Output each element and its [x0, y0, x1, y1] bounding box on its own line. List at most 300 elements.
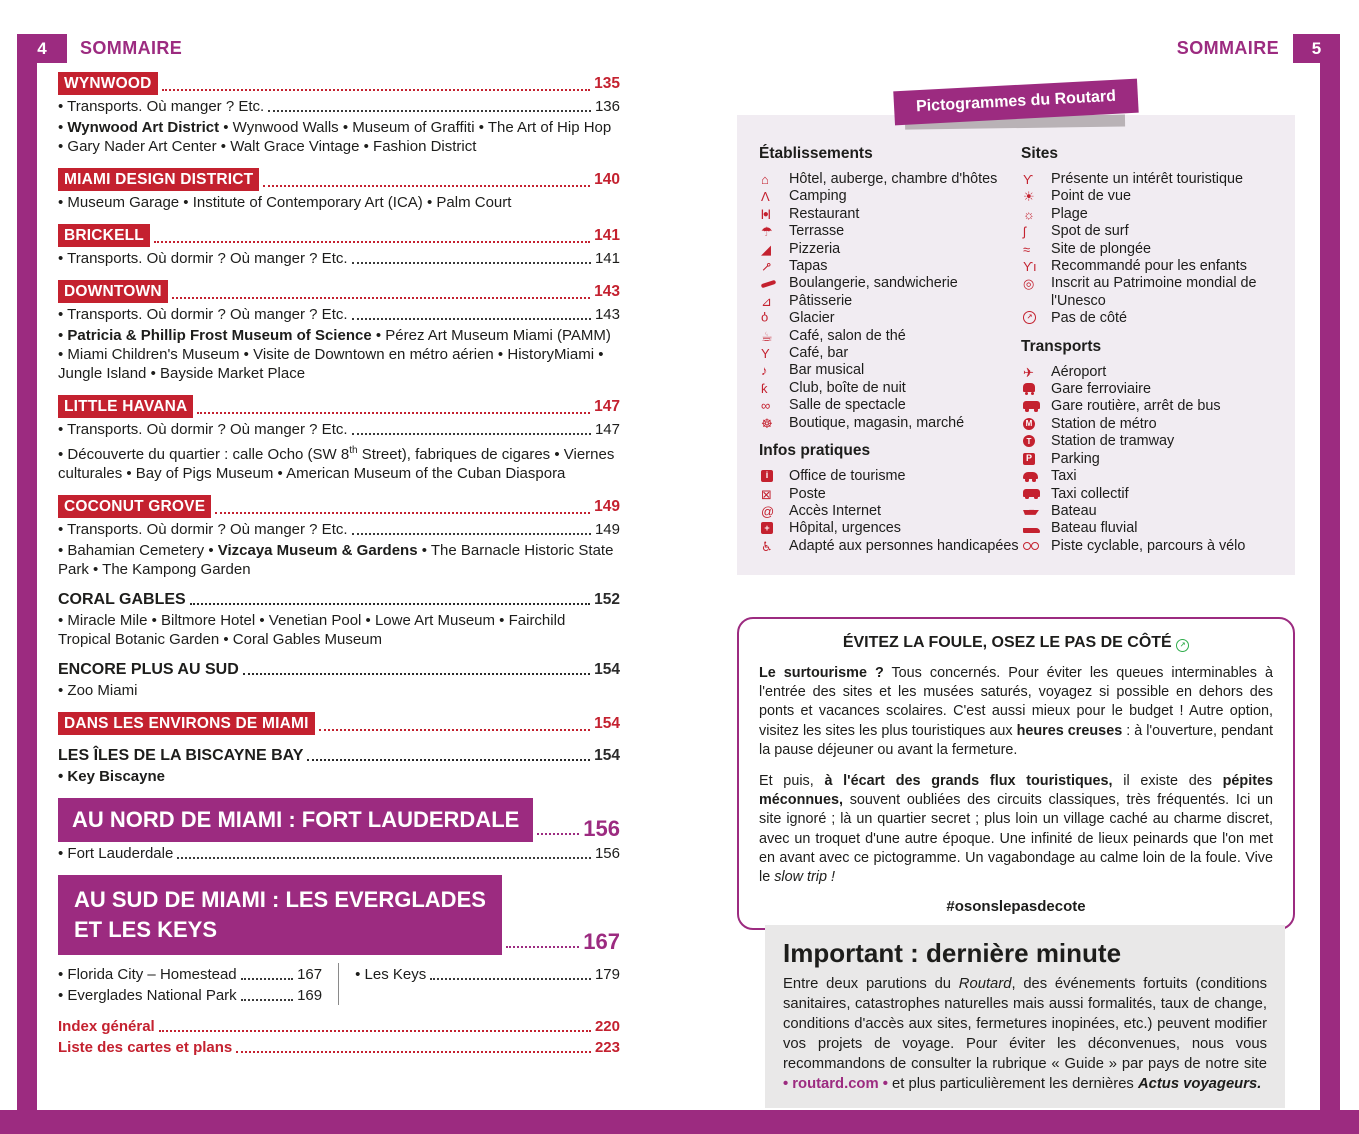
leader-dots — [352, 428, 591, 435]
pictogram-item — [759, 520, 1021, 537]
toc-section-page: 140 — [594, 171, 620, 188]
pictogram-item — [759, 258, 1021, 275]
bottom-bar — [0, 1110, 1359, 1134]
leader-dots — [154, 236, 590, 243]
text-segment: • Pérez Art Museum Miami (PAMM) • Miami Children's Museum • Visite de Downtown en métro aérien • HistoryMiami • Jungle Island • Bayside Market Place — [58, 327, 611, 382]
pictogram-item — [1021, 310, 1279, 327]
leader-dots — [243, 668, 590, 675]
pictograms-ribbon — [893, 79, 1138, 126]
toc-item-line[interactable] — [58, 1038, 620, 1057]
text-segment: Patricia & Phillip Frost Museum of Science — [67, 327, 372, 344]
toc-item-description — [58, 681, 620, 700]
pictogram-item — [1021, 520, 1279, 537]
toc-item-line[interactable] — [58, 420, 620, 439]
pictogram-item — [759, 503, 1021, 520]
pictogram-label: Bateau — [1051, 502, 1097, 519]
pictogram-label: Boutique, magasin, marché — [789, 414, 965, 431]
text-segment: • Zoo Miami — [58, 682, 138, 699]
pictogram-item — [1021, 275, 1279, 310]
left-edge-strip — [17, 62, 37, 1110]
text-segment: th — [349, 445, 358, 456]
toc-list — [58, 72, 620, 1069]
river-boat-icon — [1023, 528, 1040, 533]
pas-de-cote-icon: ↗ — [1023, 311, 1036, 324]
text-segment: Entre deux parutions du — [783, 976, 959, 992]
text-segment: il existe des — [1112, 773, 1223, 790]
toc-section-row[interactable] — [58, 875, 620, 955]
toc-entry — [58, 224, 620, 268]
toc-item-page: 223 — [594, 1039, 620, 1056]
toc-item-page: 179 — [594, 966, 620, 983]
toc-section-title: COCONUT GROVE — [58, 495, 211, 518]
text-segment: slow trip ! — [774, 869, 835, 886]
avoid-crowd-title — [759, 634, 1273, 652]
leader-dots — [537, 828, 579, 835]
toc-item-description — [58, 326, 620, 383]
leader-dots — [430, 973, 591, 980]
pictogram-item — [1021, 258, 1279, 275]
parking-icon — [1021, 451, 1051, 465]
pictogram-section — [1021, 145, 1279, 328]
pictogram-item — [1021, 223, 1279, 240]
text-segment: • Les Keys — [355, 966, 427, 983]
pictogram-item — [759, 486, 1021, 503]
avoid-crowd-box — [737, 617, 1295, 930]
toc-entry — [58, 280, 620, 383]
pictogram-label: Station de tramway — [1051, 433, 1175, 450]
toc-item-description — [58, 441, 620, 483]
text-segment: • Découverte du quartier : calle Ocho (SW 8 — [58, 446, 350, 463]
pictogram-label: Bar musical — [789, 362, 865, 379]
toc-item-text — [58, 305, 348, 324]
pictogram-item — [1021, 503, 1279, 520]
pictogram-label: Hôpital, urgences — [789, 520, 901, 537]
pictogram-section — [759, 145, 1021, 432]
surf-icon: ʃ — [1023, 224, 1026, 240]
pictogram-item — [1021, 206, 1279, 223]
text-segment: Vizcaya Museum & Gardens — [217, 542, 418, 559]
pictogram-item — [759, 206, 1021, 223]
shop-icon: ☸ — [761, 415, 773, 431]
toc-subcolumns — [58, 963, 620, 1005]
toc-item-line[interactable] — [58, 520, 620, 539]
text-segment: • Transports. Où dormir ? Où manger ? Etc. — [58, 306, 348, 323]
text-segment: • Transports. Où dormir ? Où manger ? Etc. — [58, 421, 348, 438]
toc-section-page: 154 — [594, 661, 620, 678]
bar-icon: Y — [761, 346, 770, 362]
toc-item-description — [58, 611, 620, 649]
leader-dots — [268, 105, 591, 112]
tourist-interest-icon: ϒ — [1023, 172, 1034, 187]
pictogram-label: Recommandé pour les enfants — [1051, 258, 1247, 275]
toc-item-text — [58, 420, 348, 439]
text-segment: souvent oubliées des circuits classiques, très fréquentés. Ici un site ignoré ; là un quartier secret ; plus loin un village caché au charme discret, avec un troquet d'une autre époque. Une infinité de lieux peinards que l'on met en avant avec ce pictogramme. Un vagabondage au calme loin de la foule. Vive le — [759, 792, 1273, 886]
toc-subcolumn-right — [339, 963, 620, 1005]
leader-dots — [319, 724, 591, 731]
toc-section-page: 167 — [583, 929, 620, 954]
leader-dots — [241, 994, 293, 1001]
pictogram-label: Tapas — [789, 258, 828, 275]
pictogram-item — [1021, 171, 1279, 188]
post-icon: ⊠ — [761, 486, 772, 502]
hospital-icon — [759, 520, 789, 534]
toc-section-page: 143 — [594, 283, 620, 300]
pictogram-label: Restaurant — [789, 205, 860, 222]
toc-section-title: DOWNTOWN — [58, 280, 168, 303]
pictogram-label: Point de vue — [1051, 188, 1132, 205]
toc-section-row[interactable] — [58, 495, 620, 518]
text-segment: Routard — [958, 976, 1012, 992]
toc-section-row[interactable] — [58, 395, 620, 418]
boat-icon — [1023, 510, 1039, 515]
toc-section-row[interactable] — [58, 168, 620, 191]
toc-entry — [58, 168, 620, 212]
toc-item-line[interactable] — [58, 1017, 620, 1036]
pictogram-item — [759, 241, 1021, 258]
club-icon: ƙ — [761, 380, 768, 396]
terrace-icon: ☂ — [761, 224, 773, 240]
pictogram-label: Office de tourisme — [789, 468, 906, 485]
pictogram-item — [759, 345, 1021, 362]
toc-item-description — [58, 541, 620, 579]
pictogram-label: Terrasse — [789, 223, 845, 240]
text-segment: • Wynwood Walls • Museum of Graffiti • The Art of Hip Hop • Gary Nader Art Center • Walt Grace Vintage • Fashion District — [58, 119, 612, 155]
toc-item-page: 147 — [594, 421, 620, 438]
pictogram-label: Café, salon de thé — [789, 327, 906, 344]
leader-dots — [236, 1046, 591, 1053]
text-segment: • Fort Lauderdale — [58, 845, 174, 862]
pictogram-section-heading: Infos pratiques — [759, 442, 871, 460]
pictogram-item — [759, 415, 1021, 432]
camping-icon: Λ — [761, 189, 770, 205]
toc-item-page: 136 — [594, 98, 620, 115]
right-edge-strip — [1320, 62, 1340, 1110]
toc-item-line[interactable] — [355, 965, 620, 984]
toc-section-title-line: AU SUD DE MIAMI : LES EVERGLADES — [74, 887, 486, 912]
text-segment: : à l'ouverture, pendant la pause déjeuner ou avant la fermeture. — [759, 722, 1273, 758]
bus-station-icon — [1021, 398, 1051, 409]
toc-item-page: 169 — [297, 987, 323, 1004]
leader-dots — [197, 407, 590, 414]
pictogram-item — [759, 223, 1021, 240]
pictogram-label: Plage — [1051, 205, 1088, 222]
taxi-icon — [1021, 468, 1051, 479]
toc-item-page: 149 — [594, 521, 620, 538]
icecream-icon: ϙ — [761, 311, 769, 327]
pictogram-label: Inscrit au Patrimoine mondial de l'Unesco — [1051, 275, 1257, 309]
text-segment: à l'écart des grands flux touristiques, — [824, 773, 1113, 790]
text-segment: • Everglades National Park — [58, 987, 237, 1004]
toc-item-text — [58, 97, 264, 116]
pictogram-item — [1021, 241, 1279, 258]
parking-icon: P — [1023, 453, 1035, 465]
pictogram-label: Gare ferroviaire — [1051, 381, 1151, 398]
metro-icon — [1021, 416, 1051, 430]
text-segment: Liste des cartes et plans — [58, 1039, 233, 1056]
text-segment: Index général — [58, 1018, 155, 1035]
pictograms-panel — [737, 87, 1295, 575]
bakery-icon — [761, 280, 777, 288]
pictogram-section-heading: Sites — [1021, 145, 1059, 162]
pictogram-label: Salle de spectacle — [789, 397, 906, 414]
toc-entry — [58, 395, 620, 483]
pictogram-section — [1021, 338, 1279, 555]
text-segment: Street), fabriques de cigares • Viernes culturales • Bay of Pigs Museum • American Museum of the Cuban Diaspora — [58, 446, 615, 482]
left-page-number: 4 — [17, 34, 67, 63]
toc-item-description — [58, 767, 620, 786]
toc-section-title: AU NORD DE MIAMI : FORT LAUDERDALE — [58, 798, 533, 842]
toc-section-row[interactable] — [58, 224, 620, 247]
leader-dots — [352, 313, 591, 320]
text-segment: pépites méconnues, — [759, 773, 1274, 809]
tapas-icon: ⊸ — [757, 257, 776, 276]
shared-taxi-icon — [1023, 489, 1040, 497]
toc-item-line[interactable] — [58, 986, 322, 1005]
text-segment: • Miracle Mile • Biltmore Hotel • Venetian Pool • Lowe Art Museum • Fairchild Tropical Botanic Garden • Coral Gables Museum — [58, 612, 566, 648]
text-segment: heures creuses — [1016, 722, 1123, 739]
leader-dots — [172, 292, 590, 299]
pictogram-item — [759, 310, 1021, 327]
toc-section-page: 149 — [594, 498, 620, 515]
toc-entry — [58, 661, 620, 700]
pictograms-column-left — [759, 145, 1021, 565]
pictogram-label: Pâtisserie — [789, 292, 853, 309]
toc-section-row[interactable] — [58, 591, 620, 609]
toc-section-page: 135 — [594, 75, 620, 92]
toc-section-title: DANS LES ENVIRONS DE MIAMI — [58, 712, 315, 735]
toc-item-text — [355, 965, 426, 984]
leader-dots — [241, 973, 293, 980]
toc-item-line[interactable] — [58, 844, 620, 863]
tram-icon — [1021, 433, 1051, 447]
pictogram-item — [1021, 398, 1279, 415]
hotel-icon: ⌂ — [761, 172, 769, 187]
pictogram-label: Poste — [789, 485, 826, 502]
toc-section-row[interactable] — [58, 661, 620, 679]
pictogram-item — [1021, 188, 1279, 205]
pictogram-item — [759, 380, 1021, 397]
pictogram-item — [759, 538, 1021, 555]
pictogram-item — [759, 275, 1021, 292]
leader-dots — [215, 507, 590, 514]
toc-section-row[interactable] — [58, 72, 620, 95]
text-segment: • — [58, 119, 68, 136]
leader-dots — [190, 598, 590, 605]
text-segment: Actus voyageurs. — [1137, 1076, 1262, 1092]
toc-item-text — [58, 965, 237, 984]
text-segment: • Key Biscayne — [58, 768, 165, 785]
leader-dots — [506, 941, 579, 948]
pictogram-label: Camping — [789, 188, 847, 205]
river-boat-icon — [1021, 520, 1051, 533]
pictogram-label: Aéroport — [1051, 363, 1107, 380]
pictogram-item — [759, 188, 1021, 205]
toc-item-text — [58, 520, 348, 539]
bakery-icon — [759, 275, 789, 286]
toc-section-page: 152 — [594, 591, 620, 608]
tourist-office-icon: i — [761, 470, 773, 482]
hospital-icon: + — [761, 522, 773, 534]
toc-item-page: 156 — [594, 845, 620, 862]
text-segment: • Bahamian Cemetery • — [58, 542, 218, 559]
pictogram-label: Boulangerie, sandwicherie — [789, 275, 958, 292]
toc-item-page: 220 — [594, 1018, 620, 1035]
text-segment: Et puis, — [759, 773, 825, 790]
beach-icon: ☼ — [1023, 206, 1035, 222]
toc-entry — [58, 875, 620, 1005]
pictogram-label: Club, boîte de nuit — [789, 379, 906, 396]
train-station-icon — [1023, 383, 1035, 392]
toc-entry — [58, 72, 620, 156]
text-segment: • The Barnacle Historic State Park • The Kampong Garden — [58, 542, 614, 578]
toc-section-page: 141 — [594, 227, 620, 244]
tapas-icon — [759, 258, 789, 275]
text-segment: • Transports. Où manger ? Etc. — [58, 98, 265, 115]
avoid-crowd-paragraph-1 — [759, 664, 1273, 760]
toc-section-row[interactable] — [58, 280, 620, 303]
pictogram-label: Accès Internet — [789, 502, 881, 519]
toc-section-page: 154 — [594, 747, 620, 764]
toc-item-text — [58, 1017, 155, 1036]
pictogram-label: Café, bar — [789, 345, 849, 362]
toc-section-title: LES ÎLES DE LA BISCAYNE BAY — [58, 747, 304, 764]
toc-entry — [58, 747, 620, 786]
pictogram-item — [759, 468, 1021, 485]
toc-item-line[interactable] — [58, 965, 322, 984]
toc-section-row[interactable] — [58, 712, 620, 735]
taxi-icon — [1023, 472, 1038, 479]
text-segment: • Florida City – Homestead — [58, 966, 237, 983]
leader-dots — [263, 180, 590, 187]
text-segment: Le surtourisme ? — [759, 665, 884, 681]
toc-item-text — [58, 844, 173, 863]
toc-item-text — [58, 986, 237, 1005]
tourist-office-icon — [759, 468, 789, 482]
viewpoint-icon: ☀ — [1023, 189, 1035, 205]
pictogram-label: Parking — [1051, 450, 1100, 467]
avoid-crowd-paragraph-2 — [759, 772, 1273, 887]
pictogram-item — [759, 171, 1021, 188]
toc-index-block — [58, 1017, 620, 1057]
toc-section-title: WYNWOOD — [58, 72, 158, 95]
leader-dots — [162, 84, 591, 91]
kids-icon: ϒı — [1023, 259, 1037, 275]
pas-de-cote-green-icon: ↗ — [1176, 639, 1189, 652]
toc-entry — [58, 712, 620, 735]
toc-section-page: 147 — [594, 398, 620, 415]
toc-section-page: 154 — [594, 715, 620, 732]
pictogram-item — [759, 293, 1021, 310]
tram-icon: T — [1023, 435, 1035, 447]
pictogram-item — [1021, 486, 1279, 503]
pictogram-label: Pas de côté — [1051, 310, 1128, 327]
toc-section-title: CORAL GABLES — [58, 591, 186, 608]
venue-icon: ∞ — [761, 398, 771, 414]
toc-section-row[interactable] — [58, 747, 620, 765]
pictograms-ribbon-label: Pictogrammes du Routard — [893, 79, 1138, 126]
leader-dots — [307, 754, 590, 761]
toc-section-page: 156 — [583, 816, 620, 841]
pictogram-label: Hôtel, auberge, chambre d'hôtes — [789, 171, 998, 187]
pictogram-label: Gare routière, arrêt de bus — [1051, 398, 1221, 415]
toc-item-description — [58, 193, 620, 212]
pictogram-label: Piste cyclable, parcours à vélo — [1051, 537, 1246, 554]
toc-section-row[interactable] — [58, 798, 620, 842]
avoid-crowd-title-text: ÉVITEZ LA FOULE, OSEZ LE PAS DE CÔTÉ — [842, 634, 1172, 651]
bike-path-icon — [1023, 542, 1039, 550]
text-segment: • Transports. Où dormir ? Où manger ? Etc. — [58, 250, 348, 267]
bike-path-icon — [1021, 538, 1051, 550]
toc-item-line[interactable] — [58, 97, 620, 116]
toc-item-text — [58, 249, 348, 268]
right-page-number: 5 — [1293, 34, 1340, 63]
pictogram-item — [1021, 364, 1279, 381]
tea-icon: ☕ — [761, 328, 773, 344]
important-title: Important : dernière minute — [783, 938, 1122, 968]
text-segment: Wynwood Art District — [67, 119, 220, 136]
accessible-icon: ♿ — [761, 538, 773, 554]
toc-item-line[interactable] — [58, 305, 620, 324]
pictogram-section-heading: Transports — [1021, 337, 1102, 355]
text-segment: • routard.com • — [783, 1076, 888, 1092]
boat-icon — [1021, 503, 1051, 515]
pictogram-section — [759, 442, 1021, 555]
hashtag: #osonslepasdecote — [946, 898, 1086, 916]
toc-entry — [58, 495, 620, 579]
toc-section-title: BRICKELL — [58, 224, 150, 247]
train-station-icon — [1021, 381, 1051, 392]
pictogram-item — [1021, 468, 1279, 485]
pictogram-item — [1021, 416, 1279, 433]
toc-item-page: 143 — [594, 306, 620, 323]
left-page-title: SOMMAIRE — [80, 38, 183, 58]
pictograms-column-right — [1021, 145, 1279, 565]
pictogram-item — [1021, 451, 1279, 468]
toc-item-line[interactable] — [58, 249, 620, 268]
leader-dots — [352, 528, 591, 535]
text-segment: Tous concernés. Pour éviter les queues interminables à l'entrée des sites et les musées saturés, voyagez si possible en dehors des ponts et vacances scolaires. C'est aussi mieux pour le budget ! Autre option, visitez les sites les plus touristiques aux — [759, 665, 1273, 739]
pictogram-label: Adapté aux personnes handicapées — [789, 537, 1019, 554]
text-segment: • — [58, 327, 68, 344]
restaurant-icon — [759, 206, 789, 223]
pictogram-label: Taxi — [1051, 468, 1077, 485]
leader-dots — [352, 257, 591, 264]
diving-icon: ≈ — [1023, 241, 1031, 257]
right-page-title: SOMMAIRE — [1176, 38, 1279, 58]
important-body — [783, 974, 1267, 1094]
metro-icon: M — [1023, 418, 1035, 430]
bus-station-icon — [1023, 401, 1040, 409]
toc-section-title: ENCORE PLUS AU SUD — [58, 661, 239, 678]
pictogram-label: Station de métro — [1051, 415, 1157, 432]
pictogram-label: Taxi collectif — [1051, 485, 1129, 502]
pictogram-item — [759, 397, 1021, 414]
music-bar-icon: ♪ — [761, 363, 768, 379]
toc-section-title: LITTLE HAVANA — [58, 395, 193, 418]
airport-icon: ✈ — [1023, 364, 1034, 380]
pictogram-label: Glacier — [789, 310, 835, 327]
pas-de-cote-icon — [1021, 310, 1051, 324]
pictogram-label: Spot de surf — [1051, 223, 1129, 240]
text-segment: • Transports. Où dormir ? Où manger ? Etc. — [58, 521, 348, 538]
leader-dots — [177, 852, 591, 859]
toc-section-title-line: ET LES KEYS — [74, 917, 218, 942]
pictogram-item — [1021, 538, 1279, 555]
pictogram-label: Présente un intérêt touristique — [1051, 171, 1243, 187]
pictogram-item — [759, 362, 1021, 379]
pictogram-item — [1021, 381, 1279, 398]
pictogram-label: Site de plongée — [1051, 240, 1152, 257]
